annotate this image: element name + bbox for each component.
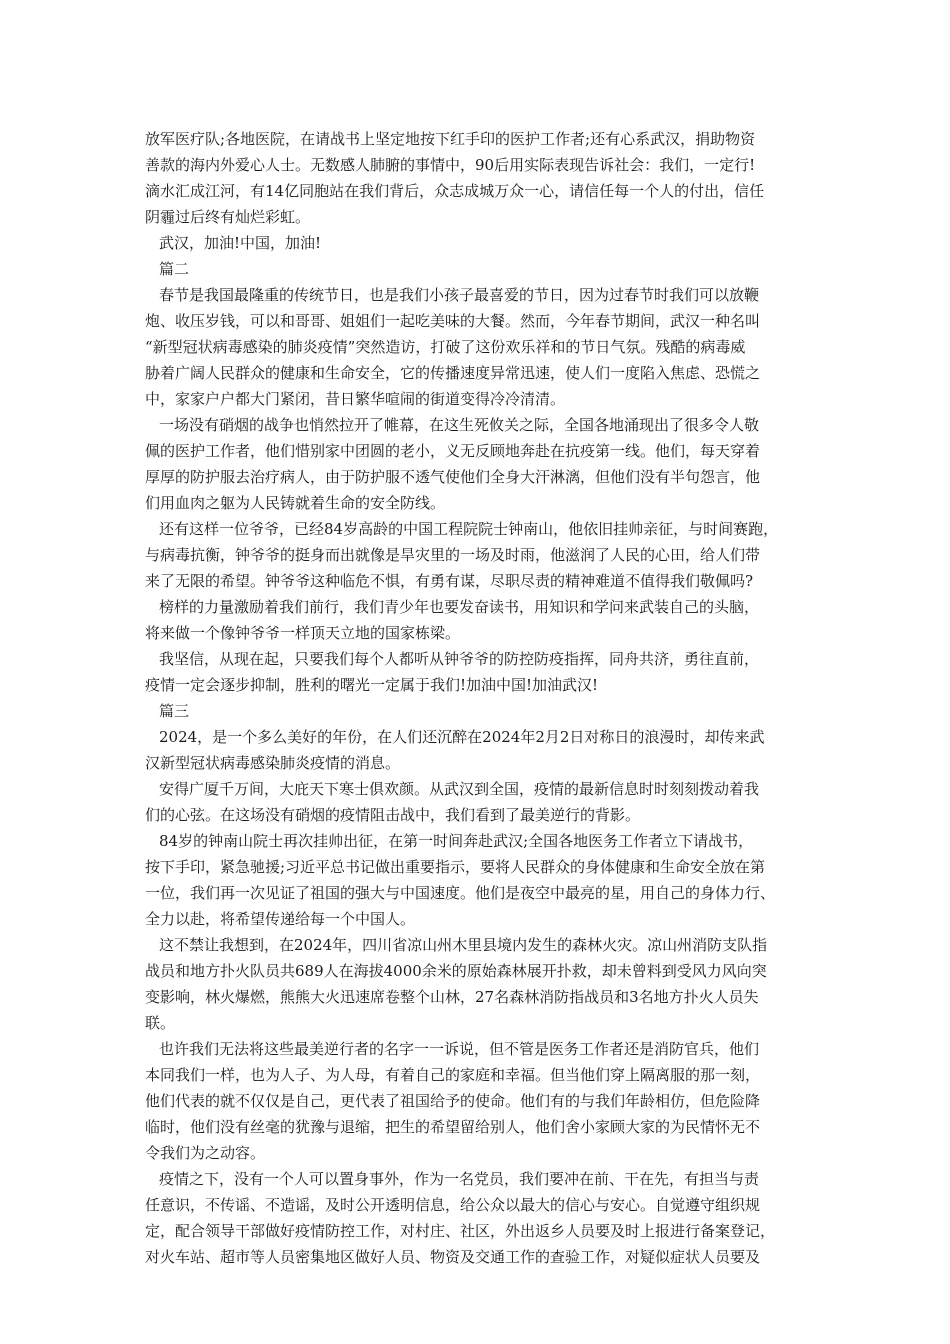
text-line: 炮、收压岁钱，可以和哥哥、姐姐们一起吃美味的大餐。然而，今年春节期间，武汉一种名叫 (145, 312, 761, 330)
text-line: “新型冠状病毒感染的肺炎疫情”突然造访，打破了这份欢乐祥和的节日气氛。残酷的病毒威 (145, 338, 746, 356)
document-page (145, 126, 805, 1270)
paragraph (145, 646, 805, 698)
text-line: 善款的海内外爱心人士。无数感人肺腑的事情中，90后用实际表现告诉社会：我们，一定行! (145, 156, 756, 174)
text-line: 阴霾过后终有灿烂彩虹。 (145, 208, 311, 226)
text-line: 疫情一定会逐步抑制，胜利的曙光一定属于我们!加油中国!加油武汉! (145, 676, 599, 694)
text-line: 定，配合领导干部做好疫情防控工作，对村庄、社区，外出返乡人员要及时上报进行备案登记， (145, 1222, 776, 1240)
text-line: 还有这样一位爷爷，已经84岁高龄的中国工程院院士钟南山，他依旧挂帅亲征，与时间赛跑， (159, 520, 779, 538)
section-heading (145, 698, 805, 724)
paragraph (145, 932, 805, 1036)
section-heading-text: 篇三 (159, 702, 190, 720)
text-line: 滴水汇成江河，有14亿同胞站在我们背后，众志成城万众一心，请信任每一个人的付出，信任 (145, 182, 765, 200)
text-line: 将来做一个像钟爷爷一样顶天立地的国家栋梁。 (145, 624, 461, 642)
text-line: 一场没有硝烟的战争也悄然拉开了帷幕，在这生死攸关之际，全国各地涌现出了很多令人敬 (159, 416, 760, 434)
paragraph (145, 126, 805, 230)
text-line: 佩的医护工作者，他们惜别家中团圆的老小，义无反顾地奔赴在抗疫第一线。他们，每天穿着 (145, 442, 761, 460)
paragraph (145, 230, 805, 256)
text-line: 武汉，加油!中国，加油! (159, 234, 322, 252)
text-line: 令我们为之动容。 (145, 1144, 266, 1162)
text-line: 这不禁让我想到，在2024年，四川省凉山州木里县境内发生的森林火灾。凉山州消防支队指 (159, 936, 768, 954)
text-line: 胁着广阔人民群众的健康和生命安全，它的传播速度异常迅速，使人们一度陷入焦虑、恐慌之 (145, 364, 761, 382)
paragraph (145, 776, 805, 828)
text-line: 放军医疗队;各地医院，在请战书上坚定地按下红手印的医护工作者;还有心系武汉，捐助物资 (145, 130, 756, 148)
text-line: 榜样的力量激励着我们前行，我们青少年也要发奋读书，用知识和学问来武装自己的头脑， (159, 598, 760, 616)
text-line: 对火车站、超市等人员密集地区做好人员、物资及交通工作的查验工作，对疑似症状人员要及 (145, 1248, 761, 1266)
text-line: 来了无限的希望。钟爷爷这种临危不惧，有勇有谋，尽职尽责的精神难道不值得我们敬佩吗? (145, 572, 754, 590)
text-line: 厚厚的防护服去治疗病人，由于防护服不透气使他们全身大汗淋漓，但他们没有半句怨言，他 (145, 468, 761, 486)
paragraph (145, 1166, 805, 1270)
text-line: 他们代表的就不仅仅是自己，更代表了祖国给予的使命。他们有的与我们年龄相仿，但危险降 (145, 1092, 761, 1110)
text-line: 疫情之下，没有一个人可以置身事外，作为一名党员，我们要冲在前、干在先，有担当与责 (159, 1170, 760, 1188)
text-line: 们用血肉之躯为人民铸就着生命的安全防线。 (145, 494, 446, 512)
text-line: 本同我们一样，也为人子、为人母，有着自己的家庭和幸福。但当他们穿上隔离服的那一刻， (145, 1066, 761, 1084)
text-line: 我坚信，从现在起，只要我们每个人都听从钟爷爷的防控防疫指挥，同舟共济，勇往直前， (159, 650, 760, 668)
text-line: 变影响，林火爆燃，熊熊大火迅速席卷整个山林，27名森林消防指战员和3名地方扑火人员失 (145, 988, 759, 1006)
paragraph (145, 828, 805, 932)
text-line: 全力以赴，将希望传递给每一个中国人。 (145, 910, 416, 928)
paragraph (145, 282, 805, 412)
text-line: 任意识，不传谣、不造谣，及时公开透明信息，给公众以最大的信心与安心。自觉遵守组织规 (145, 1196, 761, 1214)
text-line: 中，家家户户都大门紧闭，昔日繁华喧闹的街道变得冷冷清清。 (145, 390, 566, 408)
paragraph (145, 412, 805, 516)
text-line: 安得广厦千万间，大庇天下寒士俱欢颜。从武汉到全国，疫情的最新信息时时刻刻拨动着我 (159, 780, 760, 798)
text-line: 84岁的钟南山院士再次挂帅出征，在第一时间奔赴武汉;全国各地医务工作者立下请战书， (159, 832, 754, 850)
text-line: 也许我们无法将这些最美逆行者的名字一一诉说，但不管是医务工作者还是消防官兵，他们 (159, 1040, 760, 1058)
text-line: 们的心弦。在这场没有硝烟的疫情阻击战中，我们看到了最美逆行的背影。 (145, 806, 641, 824)
section-heading-text: 篇二 (159, 260, 190, 278)
text-line: 一位，我们再一次见证了祖国的强大与中国速度。他们是夜空中最亮的星，用自己的身体力行、 (145, 884, 776, 902)
paragraph (145, 594, 805, 646)
text-line: 与病毒抗衡，钟爷爷的挺身而出就像是旱灾里的一场及时雨，他滋润了人民的心田，给人们带 (145, 546, 761, 564)
text-line: 战员和地方扑火队员共689人在海拔4000余米的原始森林展开扑救，却未曾料到受风力风向突 (145, 962, 767, 980)
section-heading (145, 256, 805, 282)
paragraph (145, 724, 805, 776)
paragraph (145, 516, 805, 594)
text-line: 临时，他们没有丝毫的犹豫与退缩，把生的希望留给别人，他们舍小家顾大家的为民情怀无不 (145, 1118, 761, 1136)
text-line: 2024，是一个多么美好的年份，在人们还沉醉在2024年2月2日对称日的浪漫时，却传来武 (159, 728, 765, 746)
paragraph (145, 1036, 805, 1166)
text-line: 联。 (145, 1014, 176, 1032)
text-line: 汉新型冠状病毒感染肺炎疫情的消息。 (145, 754, 401, 772)
text-line: 按下手印，紧急驰援;习近平总书记做出重要指示，要将人民群众的身体健康和生命安全放在第 (145, 858, 766, 876)
text-line: 春节是我国最隆重的传统节日，也是我们小孩子最喜爱的节日，因为过春节时我们可以放鞭 (159, 286, 760, 304)
